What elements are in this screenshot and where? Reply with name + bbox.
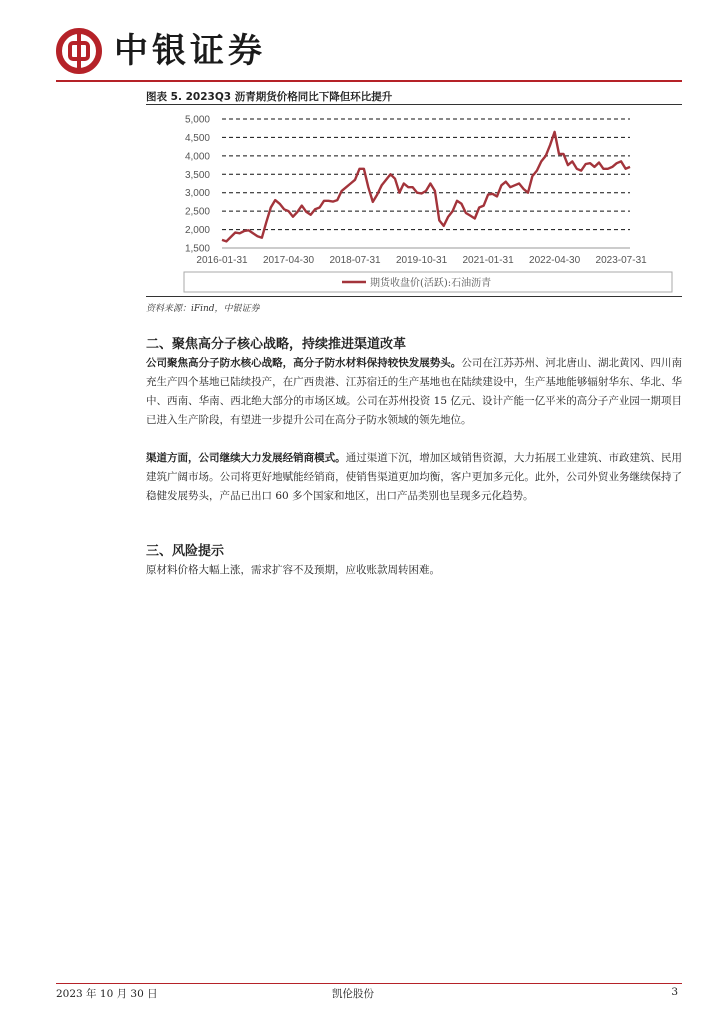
paragraph-lead: 渠道方面，公司继续大力发展经销商模式。 <box>146 452 346 464</box>
x-tick-label: 2023-07-31 <box>595 255 647 266</box>
figure-bottom-divider <box>146 296 682 297</box>
x-tick-label: 2017-04-30 <box>262 255 315 266</box>
y-tick-label: 4,500 <box>184 132 210 144</box>
header-divider <box>56 80 682 82</box>
footer-divider <box>56 983 682 984</box>
paragraph-body: 公司在江苏苏州、河北唐山、湖北黄冈、四川南充生产四个基地已陆续投产，在广西贵港、江苏宿迁的生产基地也在陆续建设中，生产基地能够辐射华东、华北、华中、西南、华南、西北绝大部分的市场区域。公司在苏州投资 15 亿元、设计产能一亿平米的高分子产业园一期项目已进入生产阶段，有望进一步提升公司在高分子防水领域的领先地位。 <box>146 357 683 426</box>
bank-of-china-logo-icon <box>56 28 102 74</box>
y-tick-label: 2,000 <box>184 225 210 237</box>
figure-top-divider <box>146 104 682 105</box>
y-tick-label: 3,000 <box>184 188 210 200</box>
series-line <box>222 132 630 242</box>
y-tick-label: 4,000 <box>184 151 210 163</box>
x-tick-label: 2019-10-31 <box>395 255 448 266</box>
footer-company: 凯伦股份 <box>332 988 374 1000</box>
figure-source: 资料来源：iFind，中银证券 <box>146 304 260 314</box>
brand-name: 中银证券 <box>114 31 266 71</box>
y-tick-label: 3,500 <box>184 169 210 181</box>
x-tick-label: 2016-01-31 <box>196 255 248 266</box>
header-logo <box>56 28 266 74</box>
x-tick-label: 2022-04-30 <box>529 255 581 266</box>
x-tick-label: 2018-07-31 <box>329 255 381 266</box>
page-number: 3 <box>671 986 678 998</box>
y-tick-label: 1,500 <box>184 243 210 255</box>
paragraph-channel-strategy <box>146 449 682 506</box>
y-tick-label: 2,500 <box>184 206 210 218</box>
y-tick-label: 5,000 <box>184 114 210 126</box>
legend-label: 期货收盘价(活跃):石油沥青 <box>370 278 492 289</box>
paragraph-polymer-strategy <box>146 354 682 430</box>
footer-date: 2023 年 10 月 30 日 <box>56 988 158 1000</box>
paragraph-risk <box>146 561 682 580</box>
paragraph-body: 通过渠道下沉，增加区域销售资源，大力拓展工业建筑、市政建筑、民用建筑广阔市场。公司将更好地赋能经销商，使销售渠道更加均衡，客户更加多元化。此外，公司外贸业务继续保持了稳健发展势头，产品已出口 60 多个国家和地区，出口产品类别也呈现多元化趋势。 <box>146 452 683 502</box>
paragraph-body: 原材料价格大幅上涨，需求扩容不及预期，应收账款周转困难。 <box>146 564 440 576</box>
x-tick-label: 2021-01-31 <box>462 255 514 266</box>
paragraph-lead: 公司聚焦高分子防水核心战略，高分子防水材料保持较快发展势头。 <box>146 357 462 369</box>
asphalt-futures-price-chart <box>146 106 682 298</box>
section-title-strategy: 二、聚焦高分子核心战略，持续推进渠道改革 <box>146 337 407 352</box>
section-title-risk: 三、风险提示 <box>146 544 225 559</box>
figure-title: 图表 5. 2023Q3 沥青期货价格同比下降但环比提升 <box>146 91 393 103</box>
